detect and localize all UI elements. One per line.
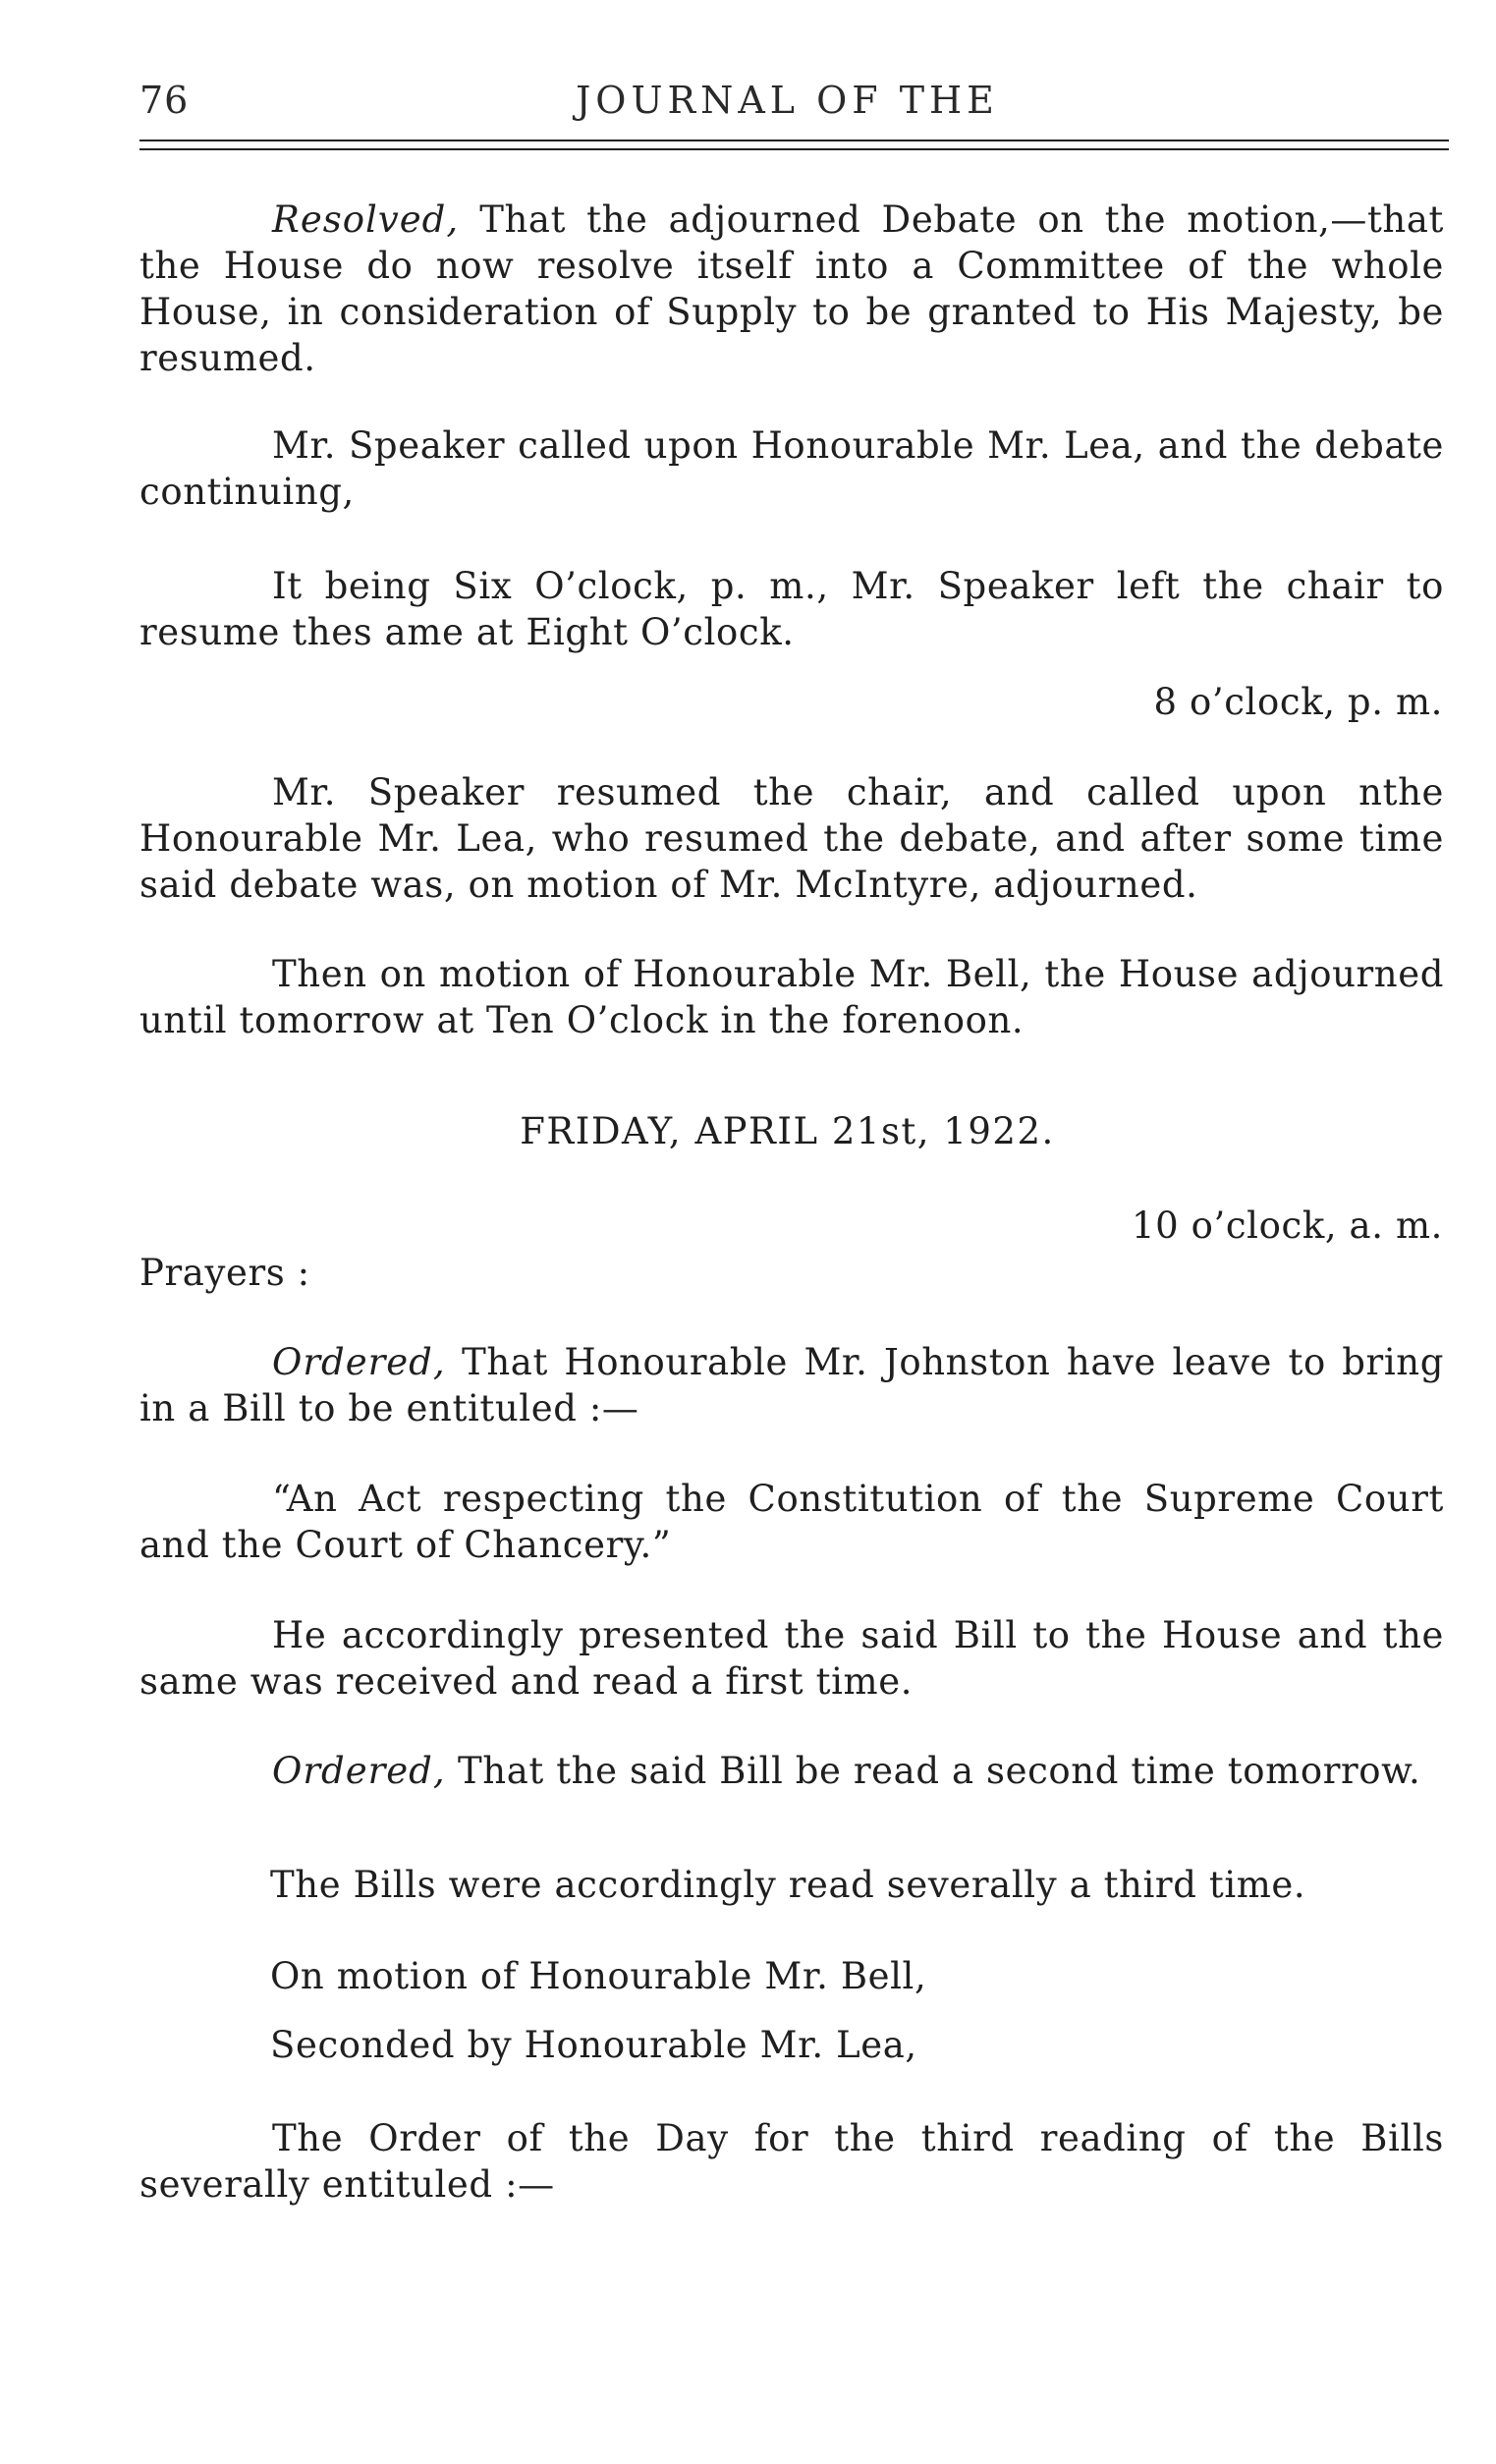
six-oclock-text: It being Six O’clock, p. m., Mr. Speaker left the chair to resume thes ame at Eight O’clock. <box>139 565 1444 653</box>
order-of-day-text: The Order of the Day for the third reading of the Bills severally entituled :— <box>139 2117 1444 2206</box>
speaker-resumed-text: Mr. Speaker resumed the chair, and called upon nthe Honourable Mr. Lea, who resumed the debate, and after some time said debate was, on motion of Mr. McIntyre, adjourned. <box>139 771 1444 906</box>
speaker-resumed-paragraph <box>139 769 1444 908</box>
resolved-text: That the adjourned Debate on the motion,—that the House do now resolve itself into a Committee of the whole House, in consideration of Supply to be granted to His Majesty, be resumed. <box>139 198 1444 379</box>
ordered-second-reading-lead: Ordered, <box>272 1750 446 1792</box>
resolved-lead: Resolved, <box>272 198 460 241</box>
header-rule-bottom <box>139 148 1449 150</box>
bill-title-text: “An Act respecting the Constitution of the Supreme Court and the Court of Chancery.” <box>139 1478 1444 1566</box>
six-oclock-paragraph <box>139 563 1444 655</box>
running-head: JOURNAL OF THE <box>576 79 999 122</box>
adjournment-text: Then on motion of Honourable Mr. Bell, the House adjourned until tomorrow at Ten O’clock in the forenoon. <box>139 953 1444 1041</box>
seconded-line: Seconded by Honourable Mr. Lea, <box>270 2024 917 2066</box>
bill-presented-paragraph <box>139 1612 1444 1705</box>
order-of-day-paragraph <box>139 2115 1444 2208</box>
ordered-second-reading-paragraph <box>139 1748 1444 1794</box>
motion-line: On motion of Honourable Mr. Bell, <box>270 1955 927 1997</box>
speaker-called-paragraph <box>139 422 1444 515</box>
bill-title-paragraph <box>139 1476 1444 1568</box>
ordered-leave-lead: Ordered, <box>272 1341 446 1383</box>
ordered-second-reading-text: That the said Bill be read a second time tomorrow. <box>445 1750 1421 1792</box>
time-morning: 10 o’clock, a. m. <box>1131 1204 1443 1247</box>
ordered-leave-text: That Honourable Mr. Johnston have leave to bring in a Bill to be entituled :— <box>139 1341 1444 1429</box>
prayers-line: Prayers : <box>139 1252 310 1294</box>
adjournment-paragraph <box>139 951 1444 1043</box>
resolved-paragraph <box>139 196 1444 381</box>
speaker-called-text: Mr. Speaker called upon Honourable Mr. Lea, and the debate continuing, <box>139 424 1444 513</box>
time-evening: 8 o’clock, p. m. <box>1153 681 1443 723</box>
page-number: 76 <box>139 79 190 122</box>
third-reading-line: The Bills were accordingly read severally a third time. <box>270 1864 1306 1906</box>
ordered-leave-paragraph <box>139 1339 1444 1431</box>
header-rule-top <box>139 140 1449 141</box>
date-heading: FRIDAY, APRIL 21st, 1922. <box>520 1110 1055 1152</box>
bill-presented-text: He accordingly presented the said Bill to the House and the same was received and read a first time. <box>139 1614 1444 1703</box>
